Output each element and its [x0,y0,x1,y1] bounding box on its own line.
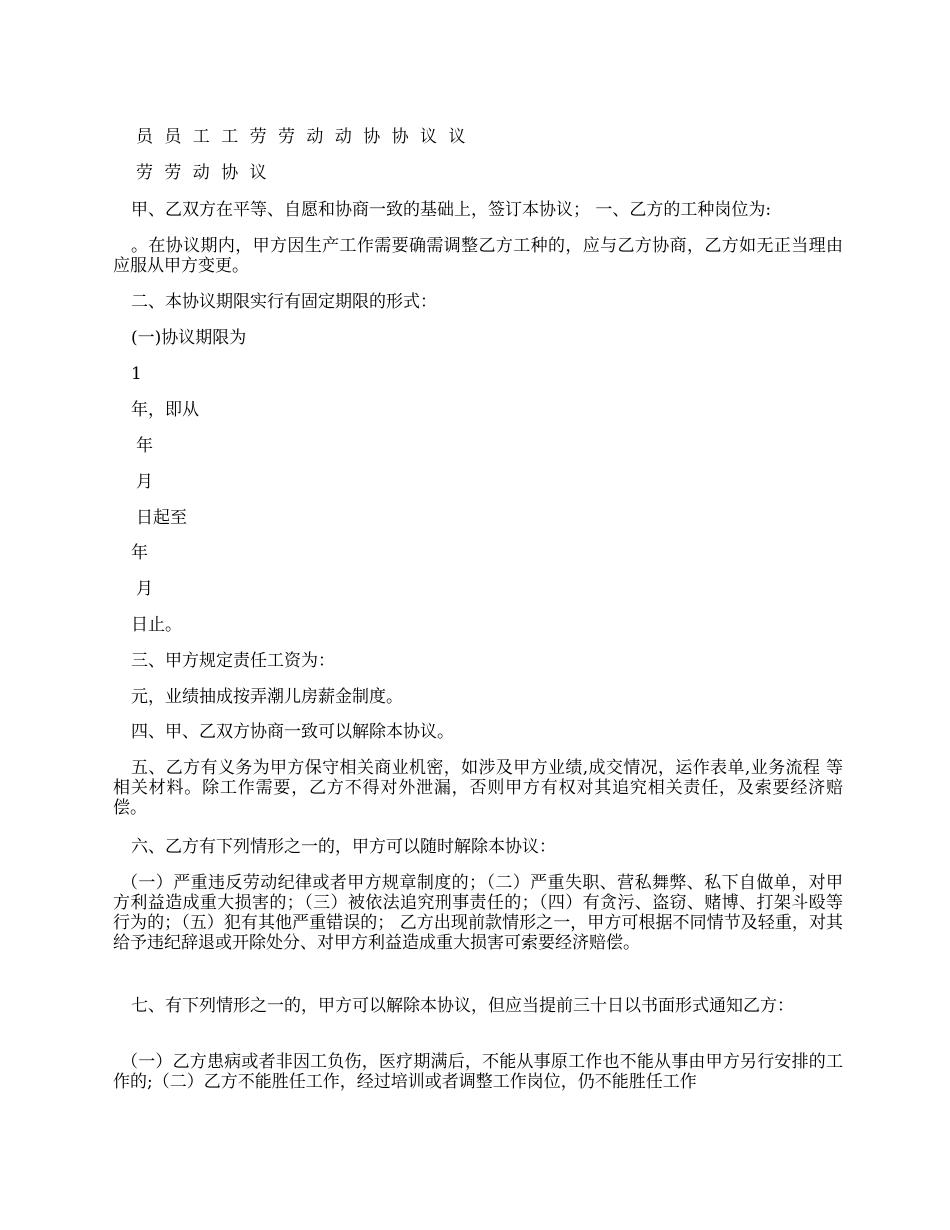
section-6-heading: 六、乙方有下列情形之一的，甲方可以随时解除本协议： [131,837,556,857]
intro-paragraph: 甲、乙双方在平等、自愿和协商一致的基础上，签订本协议； 一、乙方的工种岗位为: [131,200,772,220]
end-year-label: 年 [131,543,148,563]
section-4: 四、甲、乙双方协商一致可以解除本协议。 [131,722,454,742]
start-year-label: 年 [136,436,153,456]
section-7-items: （一）乙方患病或者非因工负伤，医疗期满后，不能从事原工作也不能从事由甲方另行安排的工作的;（二）乙方不能胜任工作，经过培训或者调整工作岗位，仍不能胜任工作 [113,1052,843,1092]
section-7-heading: 七、有下列情形之一的，甲方可以解除本协议，但应当提前三十日以书面形式通知乙方： [131,996,794,1016]
term-value: 1 [131,364,142,384]
section-3-content: 元，业绩抽成按弄潮儿房薪金制度。 [131,687,403,707]
section-2-heading: 二、本协议期限实行有固定期限的形式： [131,292,437,312]
section-5: 五、乙方有义务为甲方保守相关商业机密，如涉及甲方业绩,成交情况，运作表单,业务流程 等相关材料。除工作需要，乙方不得对外泄漏，否则甲方有权对其追究相关责任，及索要经济赔偿。 [113,758,843,818]
end-month-label: 月 [136,579,153,599]
section-6-items: （一）严重违反劳动纪律或者甲方规章制度的；（二）严重失职、营私舞弊、私下自做单，对甲方利益造成重大损害的；（三）被依法追究刑事责任的；（四）有贪污、盗窃、赌博、打架斗殴等行为的；（五）犯有其他严重错误的； 乙方出现前款情形之一，甲方可根据不同情节及轻重，对其给予违纪辞退或开除处分、对甲方利益造成重大损害可索要经济赔偿。 [113,873,843,953]
end-day-label: 日止。 [131,615,182,635]
start-month-label: 月 [136,472,153,492]
start-day-label: 日起至 [136,508,187,528]
section-2-item-1: (一)协议期限为 [131,328,247,348]
document-title: 员 员 工 工 劳 劳 动 动 协 协 议 议 [136,127,469,147]
document-subtitle: 劳 劳 动 协 议 [136,163,270,183]
job-change-paragraph: 。在协议期内，甲方因生产工作需要确需调整乙方工种的，应与乙方协商，乙方如无正当理由应服从甲方变更。 [113,236,843,276]
section-3-heading: 三、甲方规定责任工资为： [131,651,335,671]
term-year-from: 年，即从 [131,400,199,420]
